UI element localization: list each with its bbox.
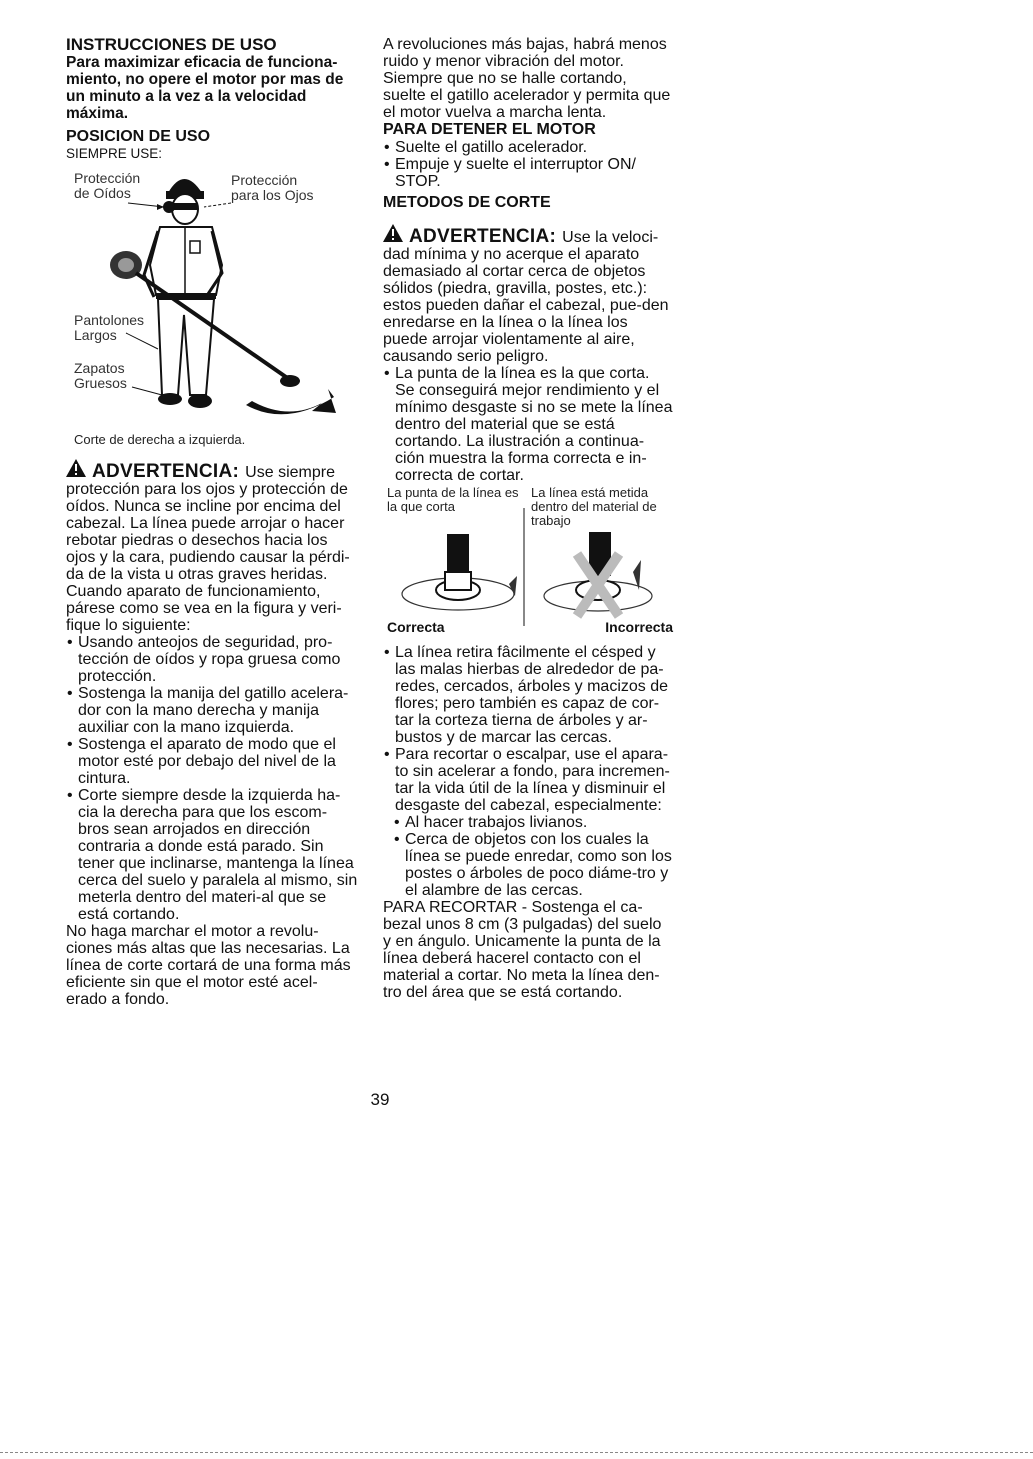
warning-icon bbox=[383, 224, 403, 242]
warning-first-words: Use siempre bbox=[245, 464, 335, 481]
label-eye-protection: Protección para los Ojos bbox=[231, 172, 314, 203]
left-column bbox=[66, 36, 358, 1008]
correct-label: Correcta bbox=[387, 619, 445, 635]
list-item: • La punta de la línea es la que corta. Se conseguirá mejor rendimiento y el mínimo desgaste si no se mete la línea dentro del material que se está cortando. La ilustración a continua-ción muestra la forma correcta e in-correcta de cortar. bbox=[383, 365, 673, 484]
cutting-list bbox=[383, 644, 673, 814]
list-item: • Para recortar o escalpar, use el apara-to sin acelerar a fondo, para incremen-tar la vida útil de la línea y disminuir el desgaste del cabezal, especialmente: bbox=[383, 746, 673, 814]
position-title: POSICION DE USO bbox=[66, 128, 211, 145]
stop-engine-title: PARA DETENER EL MOTOR bbox=[383, 121, 596, 138]
closing-paragraph: No haga marchar el motor a revolu-ciones más altas que las necesarias. La línea de corte cortará de una forma más eficiente sin que el motor esté acel-erado a fondo. bbox=[66, 923, 351, 1008]
warning-first-words: Use la veloci- bbox=[562, 229, 659, 246]
right-column bbox=[383, 36, 673, 1001]
cutting-comparison-figure bbox=[383, 486, 673, 636]
section-title: INSTRUCCIONES DE USO bbox=[66, 35, 277, 54]
label-heavy-shoes: Zapatos Gruesos bbox=[74, 360, 127, 391]
warning-icon bbox=[66, 459, 86, 477]
warning-title: ADVERTENCIA: bbox=[92, 461, 240, 482]
warning-title: ADVERTENCIA: bbox=[409, 226, 557, 247]
cutting-illustration bbox=[383, 498, 673, 628]
operator-figure bbox=[66, 165, 358, 433]
list-item: • Sostenga el aparato de modo que el motor esté por debajo del nivel de la cintura. bbox=[66, 736, 358, 787]
position-checklist bbox=[66, 634, 358, 923]
list-item: • Cerca de objetos con los cuales la línea se puede enredar, como son los postes o árboles de poco diáme-tro y el alambre de las cercas. bbox=[383, 831, 673, 899]
warning-text: protección para los ojos y protección de oídos. Nunca se incline por encima del cabezal. La línea puede arrojar o hacer rebotar piedras o desechos hacia los ojos y la cara, pudiendo causar la pérdi-da de la vista u otras graves heridas. Cuando aparato de funcionamiento, párese como se vea en la figura y veri-fique lo siguiente: bbox=[66, 481, 350, 634]
warning-header bbox=[383, 224, 673, 246]
low-rpm-paragraph: A revoluciones más bajas, habrá menos ruido y menor vibración del motor. Siempre que no se halle cortando, suelte el gatillo acelerador y permita que el motor vuelva a marcha lenta. bbox=[383, 36, 671, 121]
stop-engine-list bbox=[383, 139, 673, 190]
tip-list bbox=[383, 365, 673, 484]
list-item: • La línea retira fâcilmente el césped y las malas hierbas de alrededor de pa-redes, cercados, árboles y macizos de flores; pero también es capaz de cor-tar la corteza tierna de árboles y ar-bustos y de marcar las cercas. bbox=[383, 644, 673, 746]
page-number: 39 bbox=[370, 1090, 390, 1109]
figure-caption: Corte de derecha a izquierda. bbox=[74, 432, 246, 447]
list-item: • Corte siempre desde la izquierda ha-cia la derecha para que los escom-bros sean arrojados en dirección contraria a donde está parado. Sin tener que inclinarse, mantenga la línea cerca del suelo y paralela al mismo, sin meterla dentro del materi-al que se está cortando. bbox=[66, 787, 358, 923]
warning-text: dad mínima y no acerque el aparato demasiado al cortar cerca de objetos sólidos (piedra, gravilla, postes, etc.): estos pueden dañar el cabezal, pue-den enredarse en la línea o la línea los puede arrojar violentamente al aire, causando serio peligro. bbox=[383, 246, 669, 365]
list-item: • Empuje y suelte el interruptor ON/ STOP. bbox=[383, 156, 673, 190]
label-ear-protection: Protección de Oídos bbox=[74, 170, 141, 201]
cutting-methods-title: METODOS DE CORTE bbox=[383, 194, 551, 211]
list-item: • Al hacer trabajos livianos. bbox=[383, 814, 673, 831]
trim-paragraph: PARA RECORTAR - Sostenga el ca-bezal unos 8 cm (3 pulgadas) del suelo y en ángulo. Unicamente la punta de la línea deberá hacerel contacto con el material a cortar. No meta la línea den-tro del área que se está cortando. bbox=[383, 899, 662, 1001]
warning-header bbox=[66, 459, 358, 481]
page-edge-rule bbox=[0, 1452, 1033, 1453]
operator-illustration bbox=[66, 165, 358, 433]
list-item: • Usando anteojos de seguridad, pro-tección de oídos y ropa gruesa como protección. bbox=[66, 634, 358, 685]
correct-figure-label: La punta de la línea es la que corta bbox=[387, 485, 519, 514]
always-use: SIEMPRE USE: bbox=[66, 146, 163, 161]
cutting-sublist bbox=[383, 814, 673, 899]
list-item: • Suelte el gatillo acelerador. bbox=[383, 139, 673, 156]
list-item: • Sostenga la manija del gatillo acelera-dor con la mano derecha y manija auxiliar con la mano izquierda. bbox=[66, 685, 358, 736]
label-long-pants: Pantolones Largos bbox=[74, 312, 145, 343]
incorrect-label: Incorrecta bbox=[605, 619, 673, 635]
incorrect-figure-label: La línea está metida dentro del material de trabajo bbox=[531, 485, 657, 528]
intro-bold: Para maximizar eficacia de funciona-miento, no opere el motor por mas de un minuto a la vez a la velocidad máxima. bbox=[66, 54, 344, 122]
